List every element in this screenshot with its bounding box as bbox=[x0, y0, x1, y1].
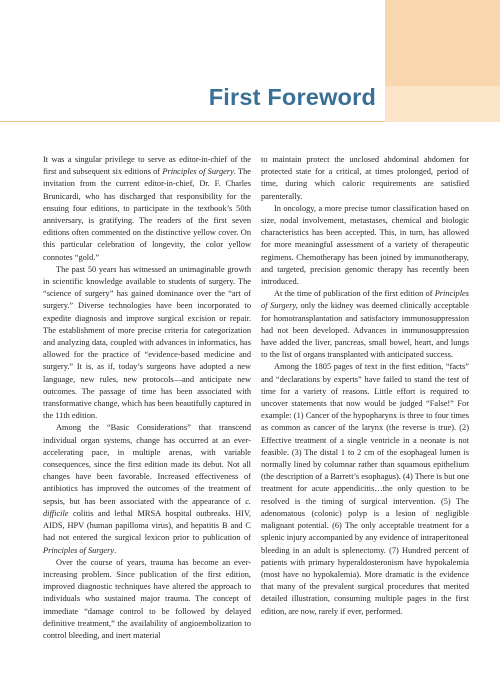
paragraph-text: Among the “Basic Considerations” that transcend individual organ systems, change has occurred at an ever-accelerating pace, in multiple arenas, with variable consequences, since the first edition made its debut. Not all changes have been favorable. Increased effectiveness of antibiotics has improved the outcomes of the treatment of sepsis, but has been associated with the appearance of bbox=[43, 423, 251, 506]
paragraph bbox=[43, 154, 251, 264]
paragraph-text: . The invitation from the current editor-in-chief, Dr. F. Charles Brunicardi, who has discharged that responsibility for the ensuing four editions, to participate in the textbook’s 50th anniversary, is gratifying. The readers of the first seven editions often commented on the distinctive yellow cover. On this particular celebration of longevity, the color yellow connotes “gold.” bbox=[43, 167, 251, 262]
paragraph bbox=[261, 203, 469, 288]
paragraph bbox=[261, 154, 469, 203]
paragraph-text: Among the 1805 pages of text in the first edition, “facts” and “declarations by experts” have failed to stand the test of time for a variety of reasons. Little effort is required to uncover statements that now would be judged “False!” For example: (1) Cancer of the hypopharynx is three to four times as common as cancer of the larynx (the reverse is true). (2) Effective treatment of a single ventricle in a neonate is not feasible. (3) The distal 1 to 2 cm of the esophageal lumen is normally lined by columnar rather than squamous epithelium (the description of a Barrett’s esophagus). (4) There is but one treatment for acute appendicitis…the only question to be resolved is the timing of surgical intervention. (5) The adenomatous (colonic) polyp is a lesion of negligible malignant potential. (6) The only acceptable treatment for a splenic injury accompanied by any evidence of intraperitoneal bleeding in an adult is splenectomy. (7) Hundred percent of patients with primary hyperaldosteronism have hypokalemia (most have no hypokalemia). More dramatic is the evidence that many of the prevalent surgical procedures that merited detailed illustration, consuming multiple pages in the first edition, are now, rarely if ever, performed. bbox=[261, 362, 469, 616]
right-column bbox=[261, 154, 469, 642]
paragraph-text: Over the course of years, trauma has become an ever-increasing problem. Since publication of the first edition, improved diagnostic techniques have altered the approach to individuals who sustained major trauma. The concept of immediate “damage control to be followed by delayed definitive treatment,” the availability of angioembolization to control bleeding, and inert material bbox=[43, 557, 251, 640]
paragraph bbox=[43, 264, 251, 423]
accent-block-lower bbox=[385, 86, 500, 122]
paragraph bbox=[43, 422, 251, 556]
paragraph-text: colitis and lethal MRSA hospital outbreaks. HIV, AIDS, HPV (human papilloma virus), and hepatitis B and C had not entered the surgical lexicon prior to publication of bbox=[43, 508, 251, 543]
paragraph-text: In oncology, a more precise tumor classification based on size, nodal involvement, metastases, chemical and biologic characteristics has been accepted. This, in turn, has allowed for more meaningful assessment of a variety of therapeutic regimens. Chemotherapy has been joined by immunotherapy, and targeted, precision genomic therapy has recently been introduced. bbox=[261, 203, 469, 287]
paragraph bbox=[261, 361, 469, 617]
paragraph bbox=[43, 557, 251, 642]
paragraph-text: The past 50 years has witnessed an unimaginable growth in scientific knowledge available to students of surgery. The “science of surgery” has gained dominance over the “art of surgery.” Diverse technologies have been incorporated to expedite diagnosis and improve surgical excision or repair. The establishment of more precise criteria for categorization and analyzing data, coupled with advances in informatics, has allowed for the practice of “evidence-based medicine and surgery.” It is, as if, today’s surgeons have adopted a new language, new rules, new protocols—and anticipate new outcomes. The passage of time has been associated with transformative change, which has been beautifully captured in the 11th edition. bbox=[43, 264, 251, 421]
left-column bbox=[43, 154, 251, 642]
italic-text: Principles of Surgery, bbox=[261, 289, 469, 311]
paragraph-text: It was a singular privilege to serve as editor-in-chief of the first and subsequent six editions of bbox=[43, 155, 251, 177]
italic-text: c. difficile bbox=[43, 496, 251, 518]
title-rule bbox=[0, 121, 385, 122]
italic-text: Principles of Surgery bbox=[162, 167, 234, 177]
paragraph-text: . bbox=[114, 545, 117, 555]
italic-text: Principles of Surgery bbox=[43, 545, 115, 555]
text-columns bbox=[43, 154, 469, 642]
paragraph-text: only the kidney was deemed clinically acceptable for homotransplantation and satisfactory immunosuppression had not been developed. Advances in immunosuppression have added the liver, pancreas, small bowel, heart, and lungs to the list of organs transplanted with anticipated success. bbox=[261, 301, 469, 360]
paragraph-text: to maintain protect the unclosed abdominal abdomen for protected state for a critical, at times prolonged, period of time, during which caloric requirements are satisfied parenterally. bbox=[261, 155, 469, 201]
paragraph bbox=[261, 288, 469, 361]
accent-block bbox=[385, 0, 500, 86]
paragraph-text: At the time of publication of the first edition of bbox=[274, 289, 435, 299]
page-title: First Foreword bbox=[208, 84, 376, 110]
